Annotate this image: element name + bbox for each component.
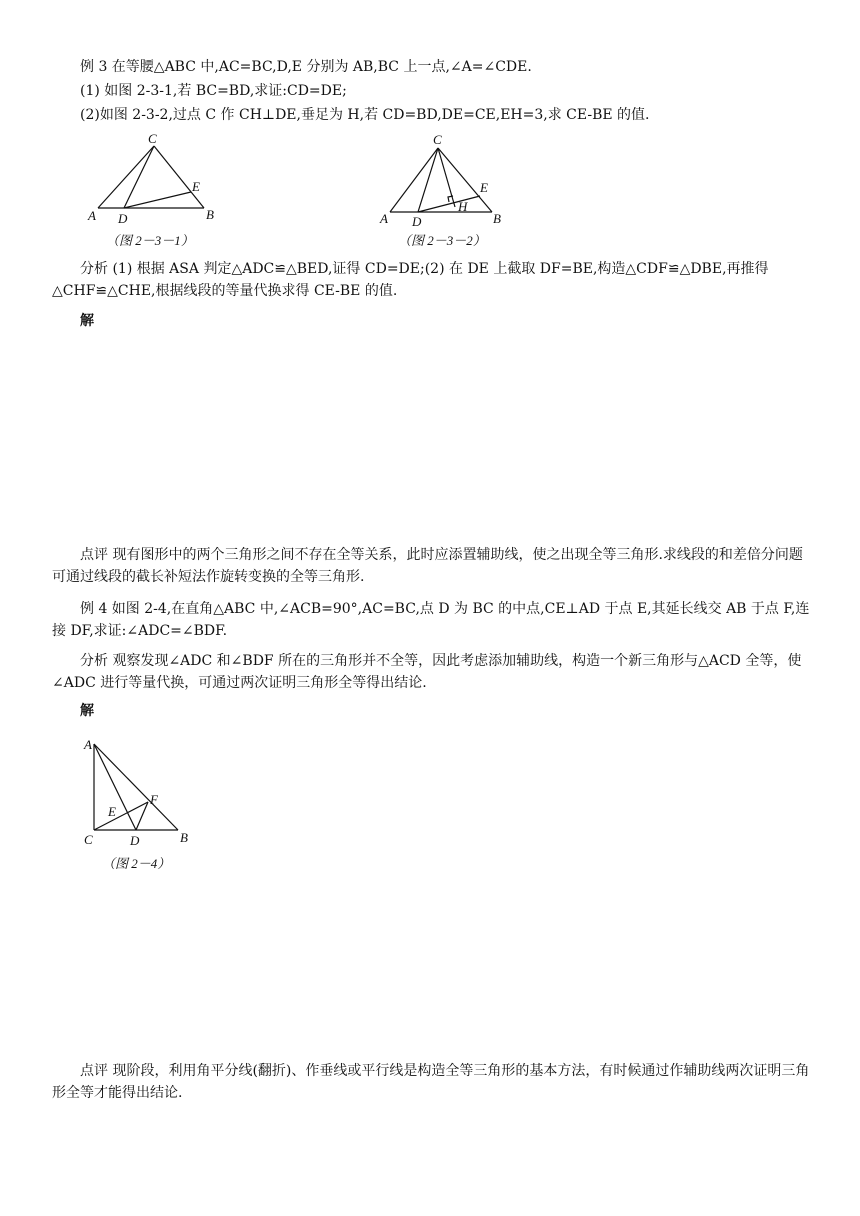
ex4-comment: 点评 现阶段，利用角平分线(翻折)、作垂线或平行线是构造全等三角形的基本方法，有时候通过作辅助线两次证明三角形全等才能得出结论. [52, 1063, 810, 1101]
fig3-caption: （图 2－4） [102, 856, 171, 871]
fig2-label-a: A [380, 211, 388, 226]
ex4-analysis: 分析 观察发现∠ADC 和∠BDF 所在的三角形并不全等，因此考虑添加辅助线，构造一个新三角形与△ACD 全等，使∠ADC 进行等量代换，可通过两次证明三角形全等得出结论. [52, 653, 802, 691]
fig3-label-b: B [180, 830, 188, 845]
fig2-label-c: C [433, 132, 442, 147]
fig1-label-b: B [206, 207, 214, 222]
fig2-label-e: E [480, 180, 488, 195]
ex4-solution-label: 解 [80, 703, 94, 719]
ex4-title: 例 4 如图 2-4,在直角△ABC 中,∠ACB=90°,AC=BC,点 D 为 BC 的中点,CE⊥AD 于点 E,其延长线交 AB 于点 F,连接 DF,求证:∠ADC=∠BDF. [52, 601, 810, 639]
ex3-analysis: 分析 (1) 根据 ASA 判定△ADC≌△BED,证得 CD=DE;(2) 在 DE 上截取 DF=BE,构造△CDF≌△DBE,再推得△CHF≌△CHE,根据线段的等量代换求得 CE-BE 的值. [52, 261, 769, 299]
fig3-label-a: A [84, 737, 92, 752]
fig3-label-f: F [150, 792, 158, 807]
fig1-label-d: D [118, 211, 128, 226]
figure-2-3-1 [84, 128, 234, 252]
ex3-title: 例 3 在等腰△ABC 中,AC=BC,D,E 分别为 AB,BC 上一点,∠A=∠CDE. [80, 59, 532, 75]
ex3-part2: (2)如图 2-3-2,过点 C 作 CH⊥DE,垂足为 H,若 CD=BD,DE=CE,EH=3,求 CE-BE 的值. [80, 107, 650, 123]
ex3-comment: 点评 现有图形中的两个三角形之间不存在全等关系，此时应添置辅助线，使之出现全等三角形.求线段的和差倍分问题可通过线段的截长补短法作旋转变换的全等三角形. [52, 547, 803, 585]
ex3-solution-label: 解 [80, 313, 94, 329]
fig1-label-c: C [148, 131, 157, 146]
fig2-label-b: B [493, 211, 501, 226]
ex3-part1: (1) 如图 2-3-1,若 BC=BD,求证:CD=DE; [80, 83, 347, 99]
fig3-label-d: D [130, 833, 140, 848]
fig1-label-e: E [192, 179, 200, 194]
fig1-caption: （图 2－3－1） [106, 233, 194, 248]
figure-2-4 [80, 734, 200, 874]
figure-2-3-2 [376, 128, 526, 252]
fig2-label-d: D [412, 214, 422, 229]
fig2-label-h: H [458, 199, 468, 214]
fig2-caption: （图 2－3－2） [398, 233, 486, 248]
fig3-label-e: E [108, 804, 116, 819]
fig1-label-a: A [88, 208, 96, 223]
fig3-label-c: C [84, 832, 93, 847]
